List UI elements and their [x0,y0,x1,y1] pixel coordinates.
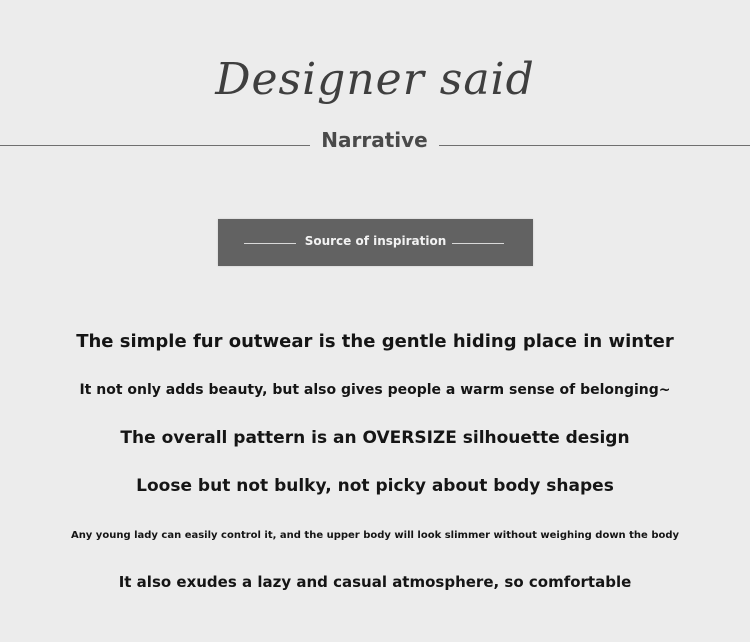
designer-said-title: Designer said [215,54,535,105]
body-line-3: The overall pattern is an OVERSIZE silhouette design [120,428,630,448]
body-line-1: The simple fur outwear is the gentle hiding place in winter [76,331,674,352]
right-divider-line [439,145,750,146]
body-line-2: It not only adds beauty, but also gives people a warm sense of belonging~ [79,382,671,398]
narrative-divider [0,126,750,162]
body-line-4: Loose but not bulky, not picky about body shapes [136,476,614,496]
body-line-5: Any young lady can easily control it, and the upper body will look slimmer without weighing down the body [70,530,680,541]
body-line-6: It also exudes a lazy and casual atmosphere, so comfortable [118,573,632,591]
left-divider-line [0,145,310,146]
badge-right-line [452,243,504,244]
source-of-inspiration-badge [218,219,533,266]
narrative-title: Narrative [321,128,428,152]
badge-label: Source of inspiration [304,234,447,248]
